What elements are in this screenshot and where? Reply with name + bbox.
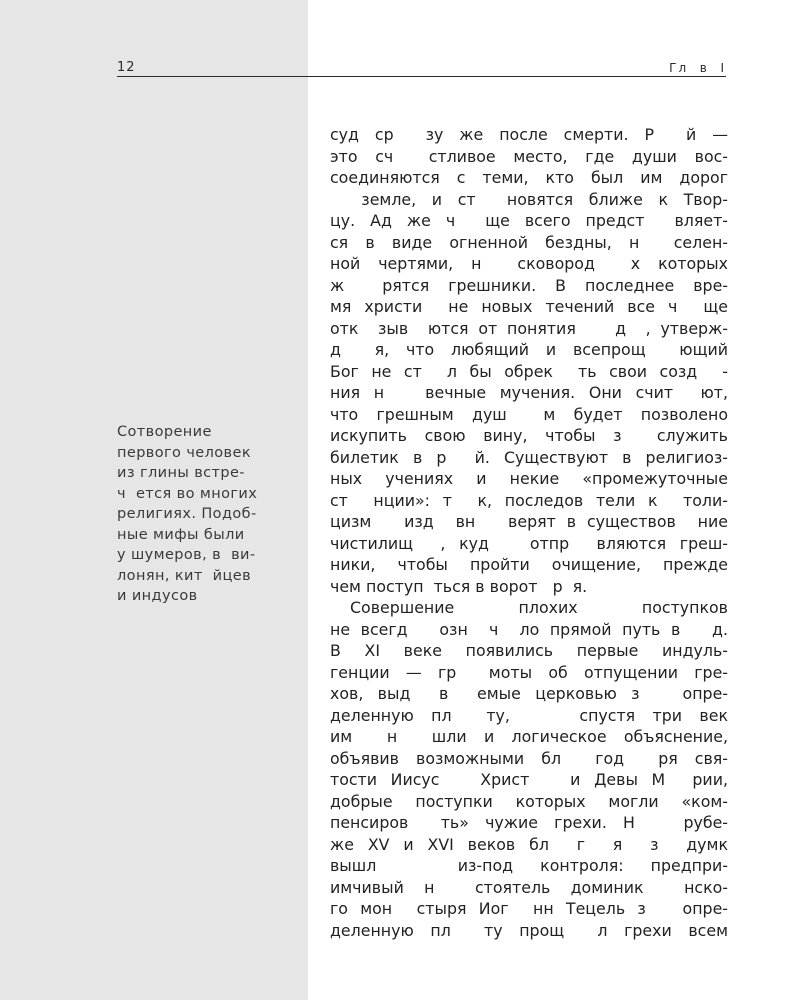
- body-line: го мон стыря Иог нн Тецель з опре-: [330, 899, 728, 918]
- sidenote: [117, 422, 297, 607]
- body-text: [330, 124, 728, 941]
- body-line: не всегд озн ч ло прямой путь в д.: [330, 619, 728, 639]
- body-line: цу. Ад же ч ще всего предст вляет-: [330, 211, 728, 230]
- paragraph-start-line: Совершение плохих поступков: [350, 598, 728, 617]
- body-line: пенсиров ть» чужие грехи. Н рубе-: [330, 813, 728, 832]
- sidenote-line: ч ется во многих: [117, 485, 258, 502]
- body-line: ных учениях и некие «промежуточные: [330, 469, 728, 488]
- body-line: отк зыв ются от понятия д , утверж-: [330, 318, 728, 338]
- body-line: вышл из-под контроля: предпри-: [330, 856, 728, 875]
- body-line: билетик в р й. Существуют в религиоз-: [330, 447, 728, 467]
- sidenote-line: и индусов: [117, 588, 198, 604]
- body-line: генции — гр моты об отпущении гре-: [330, 662, 728, 682]
- body-line: чистилищ , куд отпр вляются греш-: [330, 533, 728, 553]
- body-line: тости Иисус Христ и Девы М рии,: [330, 770, 728, 789]
- body-line: деленную пл ту прощ л грехи всем: [330, 920, 728, 940]
- body-line: ся в виде огненной бездны, н селен-: [330, 232, 728, 252]
- body-line: д я, что любящий и всепрощ ющий: [330, 340, 728, 359]
- body-line: имчивый н стоятель доминик нско-: [330, 877, 728, 897]
- sidenote-line: ные мифы были: [117, 526, 245, 543]
- body-line: ники, чтобы пройти очищение, прежде: [330, 555, 728, 574]
- sidenote-line: религиях. Подоб-: [117, 506, 257, 522]
- sidenote-line: из глины встре-: [117, 465, 245, 481]
- body-line: земле, и ст новятся ближе к Твор-: [330, 189, 728, 209]
- sidenote-line: первого человек: [117, 444, 251, 461]
- sidenote-line: Сотворение: [117, 424, 212, 440]
- body-line: деленную пл ту, спустя три век: [330, 705, 728, 725]
- body-line: искупить свою вину, чтобы з служить: [330, 426, 728, 445]
- body-line: ной чертями, н сковород х которых: [330, 254, 728, 273]
- body-line: ния н вечные мучения. Они счит ют,: [330, 383, 728, 402]
- body-line: суд ср зу же после смерти. Р й —: [330, 125, 728, 144]
- body-line: Бог не ст л бы обрек ть свои созд -: [330, 361, 728, 381]
- body-line: соединяются с теми, кто был им дорог: [330, 168, 728, 187]
- body-line: добрые поступки которых могли «ком-: [330, 791, 728, 811]
- body-line: цизм изд вн верят в существов ние: [330, 512, 728, 531]
- running-header: [117, 60, 726, 77]
- body-line: им н шли и логическое объяснение,: [330, 727, 728, 746]
- sidenote-line: у шумеров, в ви-: [117, 547, 256, 563]
- body-line: это сч стливое место, где души вос-: [330, 146, 728, 166]
- body-line: что грешным душ м будет позволено: [330, 404, 728, 424]
- body-line: мя христи не новых течений все ч ще: [330, 297, 728, 316]
- page-number: 12: [117, 60, 136, 75]
- body-line: же XV и XVI веков бл г я з думк: [330, 834, 728, 854]
- body-line: чем поступ ться в ворот р я.: [330, 576, 588, 596]
- body-line: хов, выд в емые церковью з опре-: [330, 684, 728, 703]
- body-line: ж рятся грешники. В последнее вре-: [330, 275, 728, 295]
- body-line: В XI веке появились первые индуль-: [330, 641, 728, 660]
- chapter-title: Гл в I: [669, 61, 726, 75]
- body-line: объявив возможными бл год ря свя-: [330, 748, 728, 768]
- sidenote-line: лонян, кит йцев: [117, 567, 252, 584]
- body-line: ст нции»: т к, последов тели к толи-: [330, 490, 728, 510]
